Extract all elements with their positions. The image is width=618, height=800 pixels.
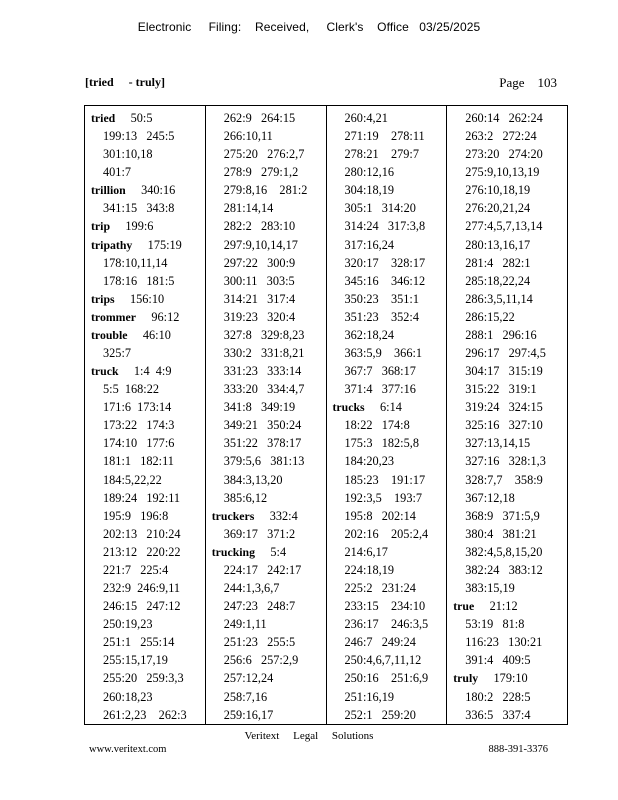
page-line-references: 171:6 173:14 <box>103 400 172 415</box>
index-entry <box>453 597 565 615</box>
page-line-references: 314:21 317:4 <box>223 291 296 306</box>
index-word: truly <box>453 671 479 686</box>
index-continuation-line <box>212 308 324 326</box>
page-line-references: 327:13,14,15 <box>465 436 531 451</box>
index-continuation-line <box>333 272 445 290</box>
page-line-references: 285:18,22,24 <box>465 273 531 288</box>
index-continuation-line <box>333 145 445 163</box>
page-line-references: 251:16,19 <box>344 689 395 704</box>
page-line-references: 275:9,10,13,19 <box>465 165 540 180</box>
page-line-references: 325:7 <box>103 346 132 361</box>
index-continuation-line <box>453 217 565 235</box>
index-continuation-line <box>212 561 324 579</box>
page-line-references: 260:18,23 <box>103 689 153 704</box>
page-line-references: 199:13 245:5 <box>103 129 175 144</box>
index-continuation-line <box>453 633 565 651</box>
index-continuation-line <box>453 127 565 145</box>
index-continuation-line <box>333 434 445 452</box>
page-line-references: 345:16 346:12 <box>344 273 426 288</box>
page-line-references: 368:9 371:5,9 <box>465 508 540 523</box>
index-continuation-line <box>453 308 565 326</box>
index-continuation-line <box>212 181 324 199</box>
index-continuation-line <box>212 236 324 254</box>
page-line-references: 276:10,18,19 <box>465 183 531 198</box>
index-continuation-line <box>91 688 203 706</box>
index-continuation-line <box>91 543 203 561</box>
index-continuation-line <box>212 199 324 217</box>
page-line-references: 319:23 320:4 <box>223 309 296 324</box>
page-line-references: 202:13 210:24 <box>103 526 181 541</box>
page-line-references: 184:20,23 <box>344 454 395 469</box>
filing-stamp: Electronic Filing: Received, Clerk's Office 03/25/2025 <box>137 20 481 34</box>
page-line-references: 195:9 196:8 <box>103 508 169 523</box>
page-line-references: 349:21 350:24 <box>223 418 302 433</box>
index-continuation-line <box>453 579 565 597</box>
index-continuation-line <box>212 127 324 145</box>
index-entry <box>453 669 565 687</box>
page-line-references: 362:18,24 <box>344 327 395 342</box>
index-continuation-line <box>333 181 445 199</box>
index-continuation-line <box>91 489 203 507</box>
page-line-references: 232:9 246:9,11 <box>103 581 181 596</box>
page-line-references: 1:4 4:9 <box>133 364 172 379</box>
index-continuation-line <box>91 344 203 362</box>
index-continuation-line <box>91 452 203 470</box>
page-line-references: 257:12,24 <box>223 671 274 686</box>
page-line-references: 116:23 130:21 <box>465 635 543 650</box>
index-continuation-line <box>453 145 565 163</box>
index-continuation-line <box>91 525 203 543</box>
page-line-references: 5:4 <box>270 544 287 559</box>
page-line-references: 327:16 328:1,3 <box>465 454 546 469</box>
page-line-references: 258:7,16 <box>223 689 268 704</box>
page-line-references: 273:20 274:20 <box>465 147 543 162</box>
index-continuation-line <box>333 362 445 380</box>
page-line-references: 363:5,9 366:1 <box>344 346 423 361</box>
page-line-references: 173:22 174:3 <box>103 418 175 433</box>
index-continuation-line <box>212 217 324 235</box>
page-line-references: 180:2 228:5 <box>465 689 531 704</box>
page-line-references: 260:14 262:24 <box>465 111 543 125</box>
page-line-references: 315:22 319:1 <box>465 382 537 397</box>
index-continuation-line <box>333 127 445 145</box>
index-continuation-line <box>91 127 203 145</box>
page-line-references: 246:15 247:12 <box>103 599 181 614</box>
index-continuation-line <box>212 145 324 163</box>
index-range: [tried - truly] <box>85 75 165 89</box>
page-line-references: 261:2,23 262:3 <box>103 707 187 722</box>
page-line-references: 379:5,6 381:13 <box>223 454 305 469</box>
index-continuation-line <box>453 452 565 470</box>
page-line-references: 325:16 327:10 <box>465 418 543 433</box>
index-entry <box>333 398 445 416</box>
index-continuation-line <box>333 290 445 308</box>
page-line-references: 278:21 279:7 <box>344 147 419 162</box>
index-continuation-line <box>453 254 565 272</box>
footer-company: Veritext Legal Solutions <box>244 730 374 742</box>
page-line-references: 21:12 <box>489 599 518 614</box>
page-line-references: 279:8,16 281:2 <box>223 183 308 198</box>
index-continuation-line <box>333 471 445 489</box>
index-continuation-line <box>91 471 203 489</box>
page-line-references: 250:4,6,7,11,12 <box>344 653 422 668</box>
page-line-references: 246:7 249:24 <box>344 635 416 650</box>
index-column-3 <box>327 106 448 724</box>
page-line-references: 96:12 <box>151 309 180 324</box>
index-continuation-line <box>212 706 324 724</box>
page-line-references: 225:2 231:24 <box>344 581 416 596</box>
footer-website: www.veritext.com <box>89 744 167 755</box>
page-line-references: 301:10,18 <box>103 147 153 162</box>
index-continuation-line <box>453 326 565 344</box>
page-line-references: 317:16,24 <box>344 237 395 252</box>
page-line-references: 351:23 352:4 <box>344 309 419 324</box>
page-line-references: 178:16 181:5 <box>103 273 175 288</box>
page-line-references: 276:20,21,24 <box>465 201 531 216</box>
index-continuation-line <box>91 145 203 163</box>
index-continuation-line <box>453 199 565 217</box>
index-continuation-line <box>91 669 203 687</box>
index-continuation-line <box>91 507 203 525</box>
page-line-references: 286:15,22 <box>465 309 515 324</box>
index-continuation-line <box>453 525 565 543</box>
page-line-references: 328:7,7 358:9 <box>465 472 543 487</box>
page-line-references: 233:15 234:10 <box>344 599 426 614</box>
page-line-references: 367:7 368:17 <box>344 364 416 379</box>
index-continuation-line <box>333 308 445 326</box>
index-continuation-line <box>91 706 203 724</box>
index-continuation-line <box>212 380 324 398</box>
page-line-references: 18:22 174:8 <box>344 418 410 433</box>
page-line-references: 214:6,17 <box>344 544 388 559</box>
page-line-references: 391:4 409:5 <box>465 653 531 668</box>
index-continuation-line <box>212 471 324 489</box>
page-line-references: 156:10 <box>129 291 165 306</box>
page-line-references: 175:3 182:5,8 <box>344 436 419 451</box>
index-continuation-line <box>91 272 203 290</box>
index-continuation-line <box>212 525 324 543</box>
index-continuation-line <box>453 615 565 633</box>
page-line-references: 251:23 255:5 <box>223 635 296 650</box>
index-continuation-line <box>333 199 445 217</box>
index-continuation-line <box>212 344 324 362</box>
index-continuation-line <box>212 254 324 272</box>
page-line-references: 385:6,12 <box>223 490 268 505</box>
page-line-references: 178:10,11,14 <box>103 255 168 270</box>
index-continuation-line <box>453 651 565 669</box>
index-continuation-line <box>333 217 445 235</box>
index-continuation-line <box>212 272 324 290</box>
index-continuation-line <box>212 651 324 669</box>
index-continuation-line <box>333 615 445 633</box>
index-continuation-line <box>333 326 445 344</box>
page-line-references: 251:1 255:14 <box>103 635 175 650</box>
index-continuation-line <box>212 163 324 181</box>
index-continuation-line <box>333 236 445 254</box>
index-continuation-line <box>212 452 324 470</box>
page-line-references: 249:1,11 <box>223 617 267 632</box>
footer-phone: 888-391-3376 <box>488 744 548 755</box>
page-line-references: 199:6 <box>125 219 154 234</box>
index-continuation-line <box>333 579 445 597</box>
index-continuation-line <box>453 181 565 199</box>
index-continuation-line <box>91 434 203 452</box>
page-line-references: 350:23 351:1 <box>344 291 419 306</box>
index-word: trillion <box>91 183 126 198</box>
index-entry <box>212 543 324 561</box>
index-continuation-line <box>453 471 565 489</box>
page-line-references: 260:4,21 <box>344 111 388 125</box>
index-column-2 <box>206 106 327 724</box>
page-line-references: 189:24 192:11 <box>103 490 181 505</box>
index-continuation-line <box>91 615 203 633</box>
index-continuation-line <box>91 416 203 434</box>
page-line-references: 252:1 259:20 <box>344 707 416 722</box>
index-word: trucking <box>211 544 256 559</box>
index-continuation-line <box>333 688 445 706</box>
page-number: Page 103 <box>499 75 557 90</box>
page-line-references: 331:23 333:14 <box>223 364 302 379</box>
page-line-references: 280:13,16,17 <box>465 237 531 252</box>
page-line-references: 280:12,16 <box>344 165 395 180</box>
index-column-4 <box>447 106 567 724</box>
index-continuation-line <box>91 398 203 416</box>
page-line-references: 341:8 349:19 <box>223 400 296 415</box>
index-entry <box>91 181 203 199</box>
page-line-references: 286:3,5,11,14 <box>465 291 533 306</box>
page-line-references: 340:16 <box>141 183 176 198</box>
page-line-references: 382:4,5,8,15,20 <box>465 544 543 559</box>
page-line-references: 278:9 279:1,2 <box>223 165 299 180</box>
page-line-references: 255:20 259:3,3 <box>103 671 184 686</box>
page-line-references: 330:2 331:8,21 <box>223 346 305 361</box>
page-line-references: 367:12,18 <box>465 490 515 505</box>
page-line-references: 250:16 251:6,9 <box>344 671 429 686</box>
index-continuation-line <box>453 416 565 434</box>
page-line-references: 185:23 191:17 <box>344 472 426 487</box>
page-line-references: 297:22 300:9 <box>223 255 296 270</box>
page-line-references: 277:4,5,7,13,14 <box>465 219 543 234</box>
index-continuation-line <box>333 669 445 687</box>
index-continuation-line <box>212 416 324 434</box>
index-continuation-line <box>333 651 445 669</box>
index-continuation-line <box>333 489 445 507</box>
index-continuation-line <box>453 688 565 706</box>
page-line-references: 5:5 168:22 <box>103 382 160 397</box>
page-line-references: 184:5,22,22 <box>103 472 162 487</box>
index-word: trouble <box>91 327 128 342</box>
index-column-1 <box>85 106 206 724</box>
index-continuation-line <box>212 688 324 706</box>
page-line-references: 281:4 282:1 <box>465 255 531 270</box>
page-line-references: 332:4 <box>269 508 298 523</box>
index-continuation-line <box>212 597 324 615</box>
index-entry <box>91 109 203 127</box>
page-line-references: 195:8 202:14 <box>344 508 416 523</box>
index-continuation-line <box>212 633 324 651</box>
index-entry <box>91 326 203 344</box>
index-word: trucks <box>332 400 365 415</box>
page-line-references: 244:1,3,6,7 <box>223 581 280 596</box>
page-line-references: 224:17 242:17 <box>223 562 302 577</box>
index-continuation-line <box>333 254 445 272</box>
index-continuation-line <box>453 561 565 579</box>
index-continuation-line <box>453 706 565 724</box>
index-continuation-line <box>212 669 324 687</box>
index-continuation-line <box>91 561 203 579</box>
index-continuation-line <box>212 362 324 380</box>
page-line-references: 336:5 337:4 <box>465 707 531 722</box>
index-word: truck <box>91 364 119 379</box>
index-continuation-line <box>453 434 565 452</box>
page-line-references: 304:18,19 <box>344 183 395 198</box>
index-continuation-line <box>91 633 203 651</box>
index-continuation-line <box>333 706 445 724</box>
page-line-references: 202:16 205:2,4 <box>344 526 429 541</box>
index-continuation-line <box>333 380 445 398</box>
index-continuation-line <box>333 633 445 651</box>
page-line-references: 341:15 343:8 <box>103 201 175 216</box>
index-continuation-line <box>212 290 324 308</box>
index-word: true <box>453 599 475 614</box>
index-continuation-line <box>333 452 445 470</box>
index-word: tripathy <box>91 237 133 252</box>
index-continuation-line <box>333 109 445 127</box>
index-continuation-line <box>453 380 565 398</box>
page-line-references: 369:17 371:2 <box>223 526 296 541</box>
page-line-references: 401:7 <box>103 165 132 180</box>
page-line-references: 333:20 334:4,7 <box>223 382 305 397</box>
index-continuation-line <box>91 651 203 669</box>
page-line-references: 175:19 <box>147 237 182 252</box>
page-line-references: 181:1 182:11 <box>103 454 174 469</box>
index-continuation-line <box>453 362 565 380</box>
index-continuation-line <box>212 615 324 633</box>
index-continuation-line <box>453 543 565 561</box>
index-continuation-line <box>333 561 445 579</box>
index-word: trips <box>91 291 115 306</box>
page-line-references: 319:24 324:15 <box>465 400 543 415</box>
index-continuation-line <box>453 507 565 525</box>
word-index-table <box>84 105 568 725</box>
index-continuation-line <box>453 290 565 308</box>
index-continuation-line <box>212 489 324 507</box>
index-continuation-line <box>91 597 203 615</box>
index-word: tried <box>91 111 116 125</box>
page-line-references: 174:10 177:6 <box>103 436 175 451</box>
page-line-references: 224:18,19 <box>344 562 395 577</box>
page-line-references: 380:4 381:21 <box>465 526 537 541</box>
page-line-references: 256:6 257:2,9 <box>223 653 299 668</box>
page-line-references: 296:17 297:4,5 <box>465 346 546 361</box>
page-line-references: 371:4 377:16 <box>344 382 416 397</box>
index-continuation-line <box>91 380 203 398</box>
page-line-references: 247:23 248:7 <box>223 599 296 614</box>
page-line-references: 351:22 378:17 <box>223 436 302 451</box>
page-line-references: 305:1 314:20 <box>344 201 416 216</box>
index-continuation-line <box>91 579 203 597</box>
index-entry <box>91 290 203 308</box>
page-line-references: 262:9 264:15 <box>223 111 296 125</box>
page-line-references: 383:15,19 <box>465 581 515 596</box>
page-line-references: 282:2 283:10 <box>223 219 296 234</box>
index-continuation-line <box>333 525 445 543</box>
index-continuation-line <box>333 163 445 181</box>
index-continuation-line <box>453 398 565 416</box>
index-entry <box>212 507 324 525</box>
page-line-references: 255:15,17,19 <box>103 653 168 668</box>
index-continuation-line <box>333 344 445 362</box>
index-word: truckers <box>211 508 255 523</box>
page-line-references: 213:12 220:22 <box>103 544 181 559</box>
index-continuation-line <box>453 236 565 254</box>
index-continuation-line <box>333 416 445 434</box>
index-continuation-line <box>212 434 324 452</box>
index-continuation-line <box>212 109 324 127</box>
index-entry <box>91 236 203 254</box>
index-entry <box>91 308 203 326</box>
index-continuation-line <box>333 597 445 615</box>
page-line-references: 275:20 276:2,7 <box>223 147 305 162</box>
index-continuation-line <box>91 163 203 181</box>
page-line-references: 192:3,5 193:7 <box>344 490 423 505</box>
page-line-references: 50:5 <box>130 111 153 125</box>
page-line-references: 300:11 303:5 <box>223 273 295 288</box>
page-line-references: 288:1 296:16 <box>465 327 537 342</box>
index-continuation-line <box>91 254 203 272</box>
page-line-references: 384:3,13,20 <box>223 472 283 487</box>
index-continuation-line <box>212 579 324 597</box>
page-line-references: 53:19 81:8 <box>465 617 525 632</box>
index-continuation-line <box>212 398 324 416</box>
index-continuation-line <box>453 344 565 362</box>
page-line-references: 281:14,14 <box>223 201 274 216</box>
index-entry <box>91 362 203 380</box>
index-continuation-line <box>91 199 203 217</box>
page-line-references: 46:10 <box>142 327 171 342</box>
index-continuation-line <box>453 109 565 127</box>
page-line-references: 221:7 225:4 <box>103 562 169 577</box>
page-line-references: 382:24 383:12 <box>465 562 543 577</box>
index-continuation-line <box>212 326 324 344</box>
page-line-references: 327:8 329:8,23 <box>223 327 305 342</box>
page-line-references: 263:2 272:24 <box>465 129 537 144</box>
page-line-references: 320:17 328:17 <box>344 255 426 270</box>
page-line-references: 266:10,11 <box>223 129 273 144</box>
page-line-references: 297:9,10,14,17 <box>223 237 298 252</box>
page-line-references: 6:14 <box>380 400 402 415</box>
page-line-references: 304:17 315:19 <box>465 364 543 379</box>
index-continuation-line <box>453 272 565 290</box>
index-continuation-line <box>453 163 565 181</box>
page-line-references: 271:19 278:11 <box>344 129 425 144</box>
index-continuation-line <box>453 489 565 507</box>
page-line-references: 179:10 <box>493 671 528 686</box>
index-entry <box>91 217 203 235</box>
page-line-references: 259:16,17 <box>223 707 274 722</box>
index-word: trip <box>91 219 111 234</box>
page-line-references: 314:24 317:3,8 <box>344 219 426 234</box>
page-line-references: 250:19,23 <box>103 617 153 632</box>
index-continuation-line <box>333 543 445 561</box>
index-word: trommer <box>91 309 136 324</box>
page-line-references: 236:17 246:3,5 <box>344 617 429 632</box>
index-continuation-line <box>333 507 445 525</box>
